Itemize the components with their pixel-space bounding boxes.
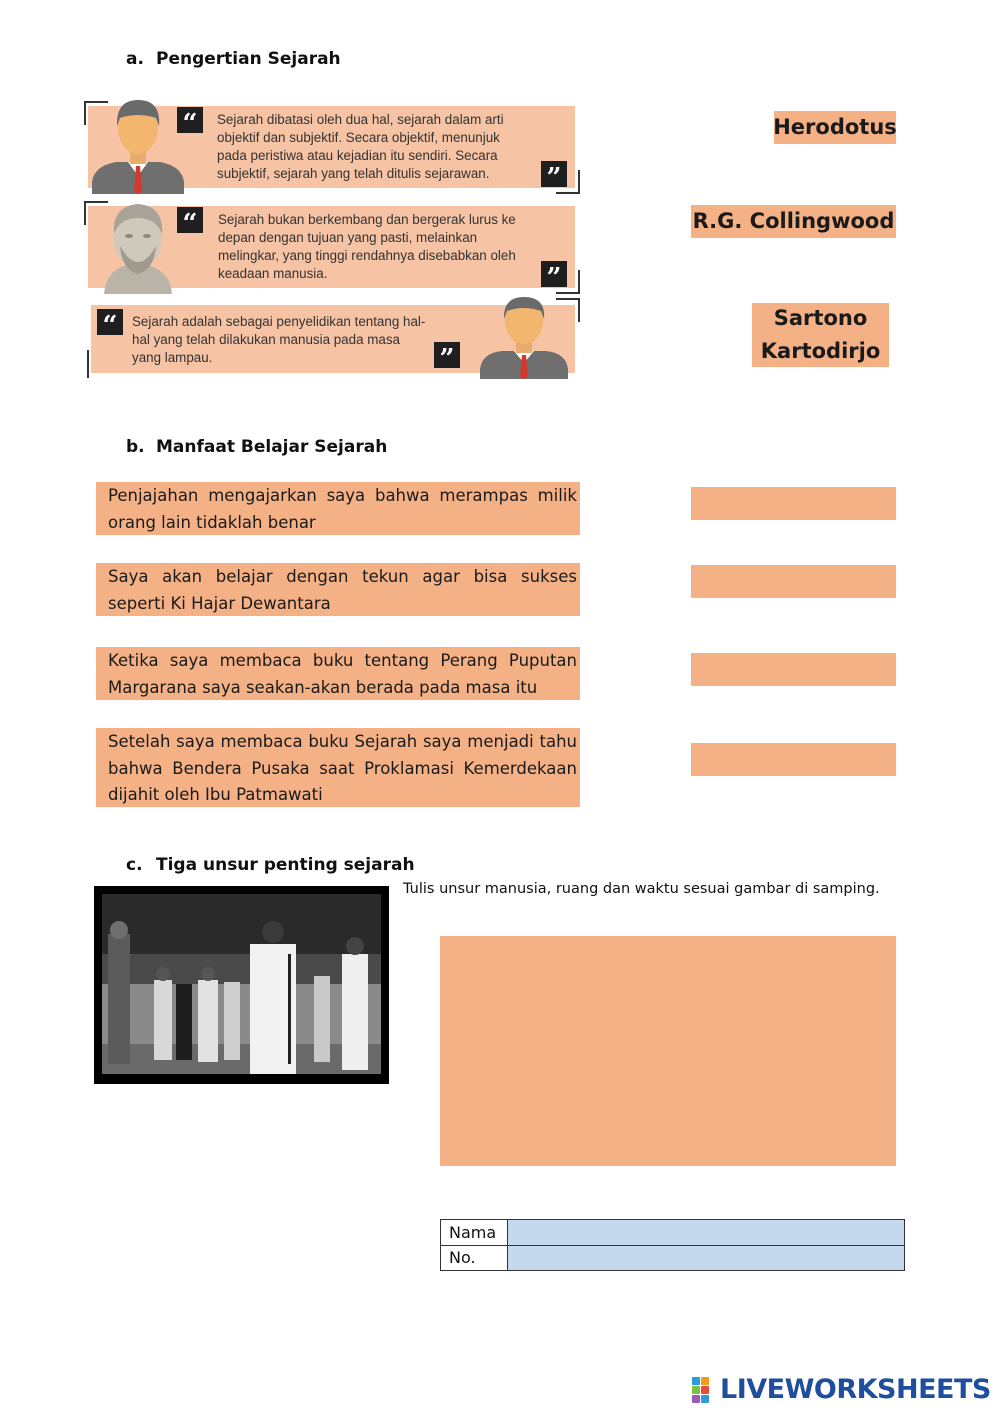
section-b-title: Manfaat Belajar Sejarah (156, 437, 388, 457)
statue-bust-icon (98, 198, 176, 294)
liveworksheets-logo (692, 1374, 991, 1405)
section-b-letter: b. (126, 437, 145, 457)
benefit-statement-4[interactable]: Setelah saya membaca buku Sejarah saya menjadi tahu bahwa Bendera Pusaka saat Proklamasi Kemerdekaan dijahit oleh Ibu Patmawati (96, 728, 580, 807)
close-quote-icon: ” (541, 261, 567, 287)
businessman-avatar-icon (90, 96, 186, 194)
section-c-heading (126, 855, 415, 875)
frame-corner (87, 350, 89, 378)
close-quote-icon: ” (541, 161, 567, 187)
benefit-statement-1[interactable]: Penjajahan mengajarkan saya bahwa merampas milik orang lain tidaklah benar (96, 482, 580, 535)
name-box-kartodirjo[interactable]: Sartono Kartodirjo (752, 303, 889, 367)
benefit-statement-2[interactable]: Saya akan belajar dengan tekun agar bisa sukses seperti Ki Hajar Dewantara (96, 563, 580, 616)
quote-text-1: Sejarah dibatasi oleh dua hal, sejarah dalam arti objektif dan subjektif. Secara objektif, menunjuk pada peristiwa atau kejadian itu sendiri. Secara subjektif, sejarah yang telah ditulis sejarawan. (217, 112, 504, 181)
benefit-statement-3[interactable]: Ketika saya membaca buku tentang Perang Puputan Margarana saya seakan-akan berada pada masa itu (96, 647, 580, 700)
section-a-heading (126, 49, 341, 69)
logo-text: LIVEWORKSHEETS (720, 1374, 991, 1405)
answer-drop-slot[interactable] (691, 565, 896, 598)
open-quote-icon: “ (177, 107, 203, 133)
proclamation-photo (102, 894, 381, 1074)
frame-corner (556, 170, 580, 194)
answer-drop-slot[interactable] (691, 487, 896, 520)
quote-text-2: Sejarah bukan berkembang dan bergerak lurus ke depan dengan tujuan yang pasti, melainkan melingkar, yang tinggi rendahnya disebabkan oleh keadaan manusia. (218, 212, 516, 281)
name-field[interactable] (508, 1220, 905, 1246)
section-c-letter: c. (126, 855, 143, 875)
answer-drop-slot[interactable] (691, 743, 896, 776)
name-box-collingwood[interactable]: R.G. Collingwood (691, 205, 896, 238)
name-label: Nama (441, 1220, 508, 1246)
section-b-heading (126, 437, 387, 457)
number-field[interactable] (508, 1245, 905, 1271)
name-box-herodotus[interactable]: Herodotus (774, 111, 896, 144)
section-c-instruction: Tulis unsur manusia, ruang dan waktu sesuai gambar di samping. (403, 881, 880, 897)
answer-drop-slot[interactable] (691, 653, 896, 686)
close-quote-icon: ” (434, 342, 460, 368)
number-label: No. (441, 1245, 508, 1271)
logo-mark-icon (692, 1377, 718, 1403)
proclamation-photo-frame (94, 886, 389, 1084)
student-identity-table (440, 1219, 905, 1271)
historical-photo-image (102, 894, 381, 1074)
businessman-avatar-icon (478, 295, 570, 379)
section-a-title: Pengertian Sejarah (156, 49, 341, 69)
answer-text-area[interactable] (440, 936, 896, 1166)
section-c-title: Tiga unsur penting sejarah (156, 855, 415, 875)
open-quote-icon: “ (97, 309, 123, 335)
section-a-letter: a. (126, 49, 144, 69)
quote-text-3: Sejarah adalah sebagai penyelidikan tentang hal-hal yang telah dilakukan manusia pada masa yang lampau. (132, 314, 426, 365)
open-quote-icon: “ (177, 207, 203, 233)
frame-corner (556, 270, 580, 294)
